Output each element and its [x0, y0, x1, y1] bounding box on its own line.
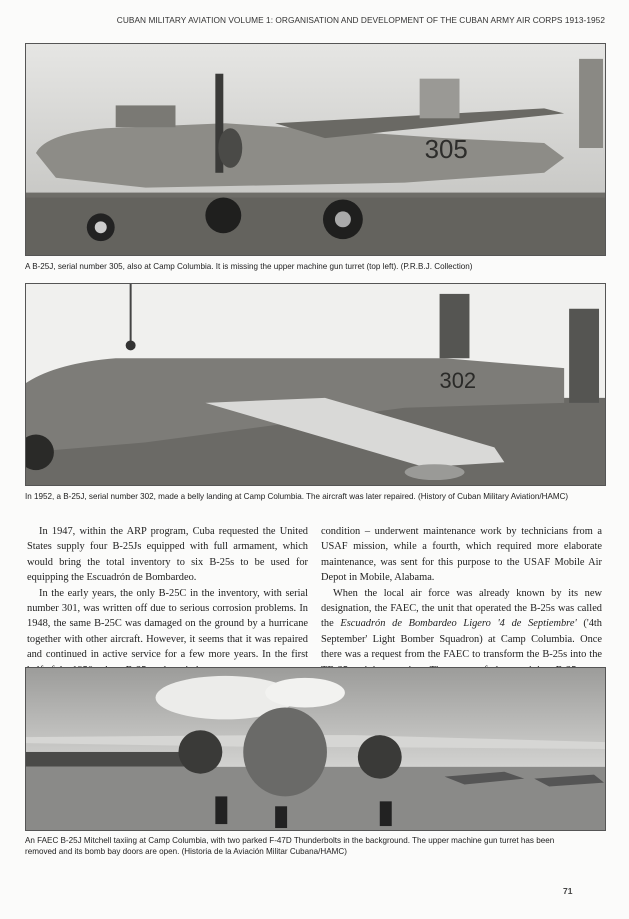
photo-b25j-taxiing-image [26, 668, 605, 830]
squadron-name: Escuadrón de Bombardeo Ligero '4 de Septiembre' [340, 618, 577, 630]
photo-b25j-305-image [26, 44, 605, 255]
caption-photo-1: A B-25J, serial number 305, also at Camp Columbia. It is missing the upper machine gun turret (top left). (P.R.B.J. Collection) [25, 262, 473, 271]
photo-b25j-302-belly-landing [25, 283, 606, 486]
caption-line: An FAEC B-25J Mitchell taxiing at Camp Columbia, with two parked F-47D Thunderbolts in the background. The upper machine gun turret has been [25, 836, 555, 845]
paragraph-continued: condition – underwent maintenance work by technicians from a USAF mission, while a fourth, which required more elaborate maintenance, was sent for this purpose to the USAF Mobile Air Depot in Mobile, Alabama. [321, 526, 602, 584]
running-head: CUBAN MILITARY AVIATION VOLUME 1: ORGANISATION AND DEVELOPMENT OF THE CUBAN ARMY AIR CORPS 1913-1952 [116, 15, 605, 25]
caption-photo-3 [25, 835, 610, 858]
caption-photo-2: In 1952, a B-25J, serial number 302, made a belly landing at Camp Columbia. The aircraft was later repaired. (History of Cuban Military Aviation/HAMC) [25, 492, 569, 501]
photo-b25j-302-image [26, 284, 605, 485]
caption-line: removed and its bomb bay doors are open. (Historia de la Aviación Militar Cubana/HAMC) [25, 847, 347, 857]
photo-b25j-305 [25, 43, 606, 256]
tail-number-305: 305 [424, 135, 468, 164]
paragraph: In 1947, within the ARP program, Cuba requested the United States supply four B-25Js equipped with full armament, which would bring the total inventory to six B-25s to be used for equipping the Escuadrón de Bombardeo. [27, 526, 308, 584]
paragraph-text: When the local air force was already known by its new designation, the FAEC, the unit that operated the B-25s was called the [321, 587, 602, 630]
paragraph: In the early years, the only B-25C in the inventory, with serial number 301, was written off due to serious corrosion problems. In 1948, the same B-25C was damaged on the ground by a hurricane together with other aircraft. However, it seems that it was repaired and continued in active service for a few more years. In the first [27, 587, 308, 661]
photo-b25j-taxiing [25, 667, 606, 831]
paragraph-text: ('4th September' Light Bomber Squadron) at Camp Columbia. Once there was a request from the FAEC to transform the B-25s into the [321, 618, 602, 661]
page-number: 71 [563, 886, 573, 896]
body-column-left [27, 524, 308, 678]
tail-number-302: 302 [439, 368, 477, 393]
